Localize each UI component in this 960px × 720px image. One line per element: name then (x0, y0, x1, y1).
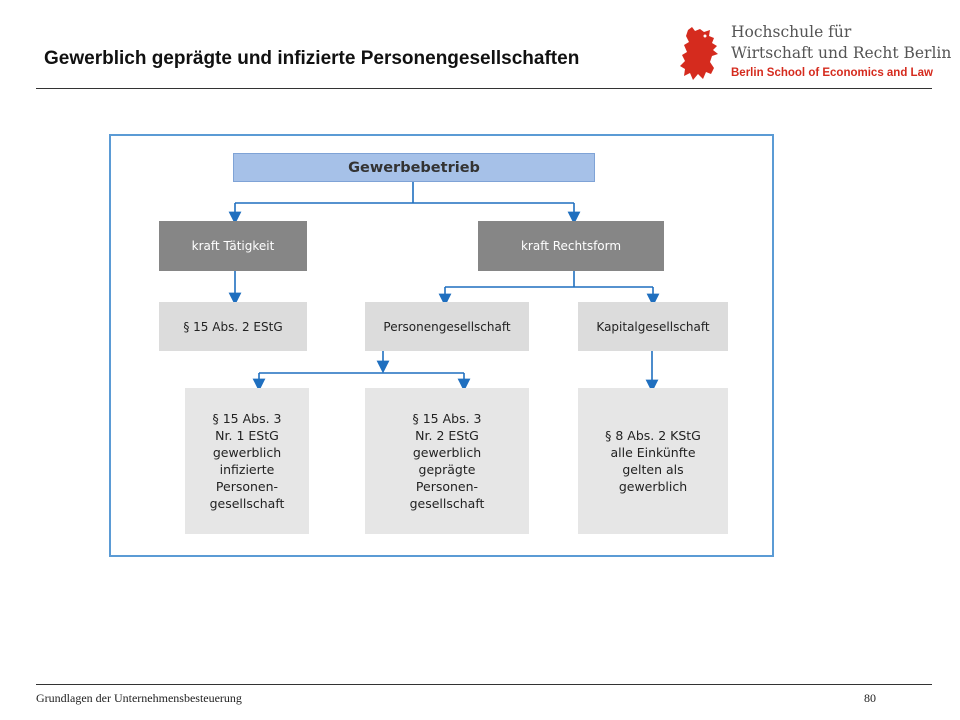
top-divider (36, 88, 932, 89)
box-gewerbebetrieb: Gewerbebetrieb (233, 153, 595, 182)
footer-course-title: Grundlagen der Unternehmensbesteuerung (36, 691, 242, 705)
page-number: 80 (864, 691, 876, 705)
box-gewerblich-infiziert: § 15 Abs. 3 Nr. 1 EStG gewerblich infizierte Personen- gesellschaft (185, 388, 309, 534)
berlin-bear-icon (676, 26, 722, 82)
box-kapitalgesellschaft: Kapitalgesellschaft (578, 302, 728, 351)
box-estg-15-2: § 15 Abs. 2 EStG (159, 302, 307, 351)
logo-line3: Berlin School of Economics and Law (731, 67, 933, 79)
diagram-frame (109, 134, 774, 557)
connector-rechtsform-branches (445, 271, 653, 287)
logo-line1: Hochschule für (731, 23, 852, 41)
box-kraft-rechtsform: kraft Rechtsform (478, 221, 664, 271)
logo-line2: Wirtschaft und Recht Berlin (731, 44, 952, 62)
box-gewerblich-gepraegt: § 15 Abs. 3 Nr. 2 EStG gewerblich geprägte Personen- gesellschaft (365, 388, 529, 534)
university-logo (676, 20, 952, 84)
box-personengesellschaft: Personengesellschaft (365, 302, 529, 351)
box-kraft-taetigkeit: kraft Tätigkeit (159, 221, 307, 271)
box-kstg-8-2: § 8 Abs. 2 KStG alle Einkünfte gelten als gewerblich (578, 388, 728, 534)
connector-root-branches (235, 182, 574, 203)
bottom-divider (36, 684, 932, 685)
slide-title: Gewerblich geprägte und infizierte Personengesellschaften (44, 48, 580, 69)
